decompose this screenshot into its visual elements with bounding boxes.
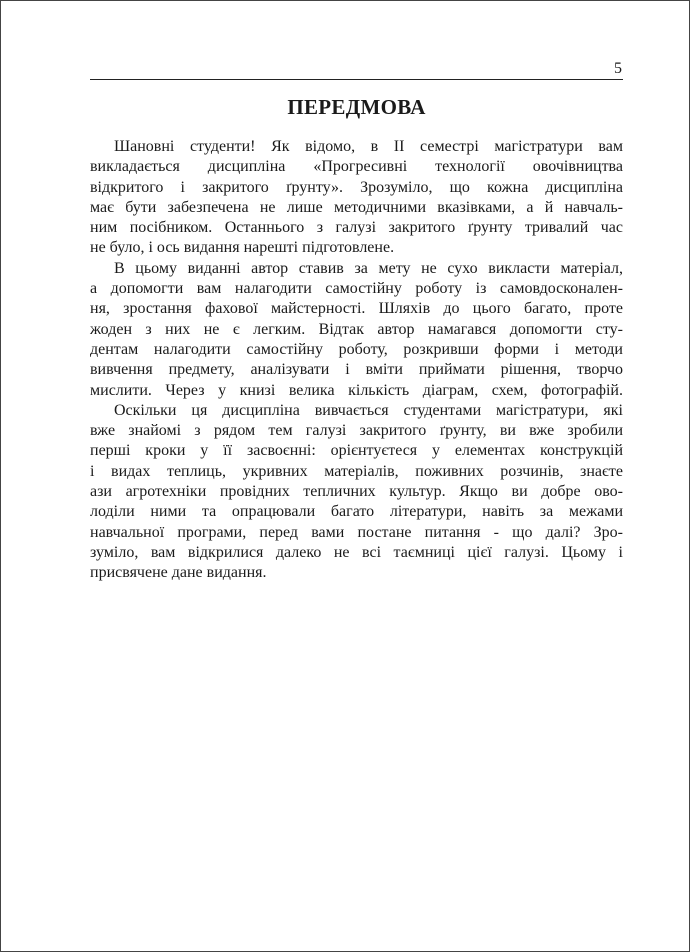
text-line: ази агротехніки провідних тепличних культур. Якщо ви добре ово- <box>90 483 623 501</box>
paragraph-3 <box>90 401 623 584</box>
text-line: Шановні студенти! Як відомо, в ІІ семестрі магістратури вам <box>114 138 623 155</box>
text-line: Оскільки ця дисципліна вивчається студентами магістратури, які <box>114 401 623 419</box>
text-line: не було, і ось видання нарешті підготовлене. <box>90 239 395 257</box>
text-line: навчальної програми, перед вами постане питання - що далі? Зро- <box>90 523 623 541</box>
page-number: 5 <box>614 60 622 77</box>
text-line: перші кроки у її засвоєнні: орієнтуєтеся у елементах конструкцій <box>90 442 623 460</box>
text-line: а допомогти вам налагодити самостійну роботу із самовдосконален- <box>90 280 623 298</box>
text-line: відкритого і закритого ґрунту». Зрозуміло, що кожна дисципліна <box>90 178 623 196</box>
text-line: лоділи ними та опрацювали багато літератури, навіть за межами <box>90 503 623 521</box>
text-line: вивчення предмету, аналізувати і вміти приймати рішення, творчо <box>90 361 623 379</box>
text-line: має бути забезпечена не лише методичними вказівками, а й навчаль- <box>90 198 623 216</box>
text-line: мислити. Через у книзі велика кількість діаграм, схем, фотографій. <box>90 381 623 399</box>
text-line: В цьому виданні автор ставив за мету не сухо викласти матеріал, <box>114 259 623 277</box>
body-text <box>90 137 623 584</box>
paragraph-1 <box>90 137 623 259</box>
page-title: ПЕРЕДМОВА <box>287 95 426 119</box>
text-line: вже знайомі з рядом тем галузі закритого ґрунту, ви вже зробили <box>90 422 623 440</box>
paragraph-2 <box>90 259 623 401</box>
text-line: зуміло, вам відкрилися далеко не всі таємниці цієї галузі. Цьому і <box>90 543 623 561</box>
text-line: викладається дисципліна «Прогресивні технології овочівництва <box>90 158 623 176</box>
text-line: ним посібником. Останнього з галузі закритого ґрунту тривалий час <box>90 219 623 237</box>
text-line: і видах теплиць, укривних матеріалів, поживних розчинів, знаєте <box>90 462 623 480</box>
text-line: дентам налагодити самостійну роботу, розкривши форми і методи <box>90 340 623 358</box>
text-line: жоден з них не є легким. Відтак автор намагався допомогти сту- <box>90 320 623 338</box>
text-line: ня, зростання фахової майстерності. Шляхів до цього багато, проте <box>90 300 623 318</box>
page-header <box>90 59 623 80</box>
text-line: присвячене дане видання. <box>90 564 267 582</box>
